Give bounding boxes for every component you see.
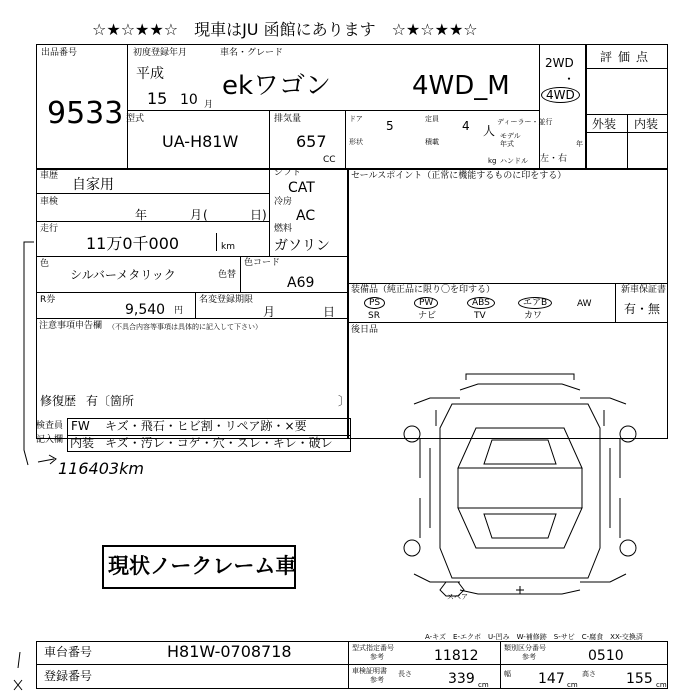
- registration-month-unit: 月: [204, 100, 214, 110]
- equip-leather: カワ: [524, 311, 543, 321]
- equip-ps: PS: [364, 297, 385, 309]
- chassis-number: H81W-0708718: [167, 642, 292, 661]
- car-grade: 4WD_M: [412, 71, 510, 101]
- damage-legend: A-キズ E-エクボ U-凹み W-補修跡 S-サビ C-腐食 XX-交換済: [425, 633, 643, 641]
- header-banner: ☆★☆★★☆ 現車はJU 函館にあります ☆★☆★★☆: [92, 20, 478, 39]
- spare-label: スペア: [447, 593, 468, 601]
- equip-sr: SR: [368, 311, 380, 321]
- height-value: 155: [626, 671, 653, 687]
- car-name-label: 車名・グレード: [220, 48, 284, 58]
- doors-value: 5: [386, 119, 394, 133]
- registration-month: 10: [180, 92, 198, 108]
- equip-navi: ナビ: [418, 311, 437, 321]
- car-damage-diagram: [400, 368, 640, 600]
- history-value: 自家用: [72, 177, 114, 193]
- equip-airbag: エアB: [518, 297, 552, 309]
- drive-4wd-circled: 4WD: [541, 87, 580, 103]
- registration-label: 初度登録年月: [133, 48, 188, 58]
- color-value: シルバーメタリック: [70, 268, 176, 282]
- repair-label: 修復歴: [40, 394, 77, 408]
- handwritten-mileage: 116403km: [58, 459, 144, 478]
- class-number: 0510: [588, 648, 624, 664]
- car-name: ekワゴン: [222, 71, 332, 101]
- width-value: 147: [538, 671, 565, 687]
- length-value: 339: [448, 671, 475, 687]
- equip-pw: PW: [414, 297, 438, 309]
- equip-abs: ABS: [467, 297, 495, 309]
- displacement-label: 排気量: [274, 114, 302, 124]
- equipment-label: 装備品（純正品に限り〇を印する）: [351, 285, 496, 295]
- reg-number-label: 登録番号: [44, 669, 93, 683]
- equip-tv: TV: [474, 311, 486, 321]
- handle-value: 左・右: [540, 154, 568, 164]
- type-designation-number: 11812: [434, 648, 479, 664]
- inspector-row1: キズ・飛石・ヒビ割・リペア跡・×要: [105, 419, 307, 433]
- handwritten-bracket: [14, 240, 134, 490]
- registration-year: 15: [147, 89, 168, 108]
- stamp-text: 現状ノークレーム車: [108, 554, 297, 578]
- displacement-value: 657: [296, 132, 327, 151]
- color-code: A69: [287, 275, 315, 291]
- shift-value: CAT: [288, 180, 315, 196]
- interior-label: 内装: [634, 117, 659, 131]
- inspector-row2: キズ・汚レ・コゲ・穴・スレ・キレ・破レ: [105, 436, 333, 450]
- fuel-value: ガソリン: [274, 238, 330, 254]
- model-value: UA-H81W: [162, 132, 239, 151]
- notes-label: 注意事項申告欄: [39, 321, 103, 331]
- mileage-value: 11万0千000: [86, 234, 180, 253]
- evaluation-label: 評価点: [600, 50, 655, 64]
- equip-aw: AW: [577, 299, 592, 309]
- model-label: 型式: [126, 114, 145, 124]
- registration-era: 平成: [136, 66, 164, 82]
- margin-marks: [8, 650, 28, 695]
- recycle-value: 9,540: [125, 302, 166, 318]
- warranty-label: 新車保証書: [621, 285, 667, 295]
- lot-number: 9533: [47, 96, 124, 131]
- aircon-value: AC: [296, 208, 316, 224]
- warranty-value: 有・無: [624, 302, 661, 316]
- repair-value: 有〔箇所: [86, 394, 135, 408]
- drive-2wd: 2WD: [545, 56, 574, 70]
- capacity-value: 4: [462, 119, 470, 133]
- lot-number-label: 出品番号: [41, 48, 78, 58]
- exterior-label: 外装: [592, 117, 617, 131]
- chassis-label: 車台番号: [44, 645, 93, 659]
